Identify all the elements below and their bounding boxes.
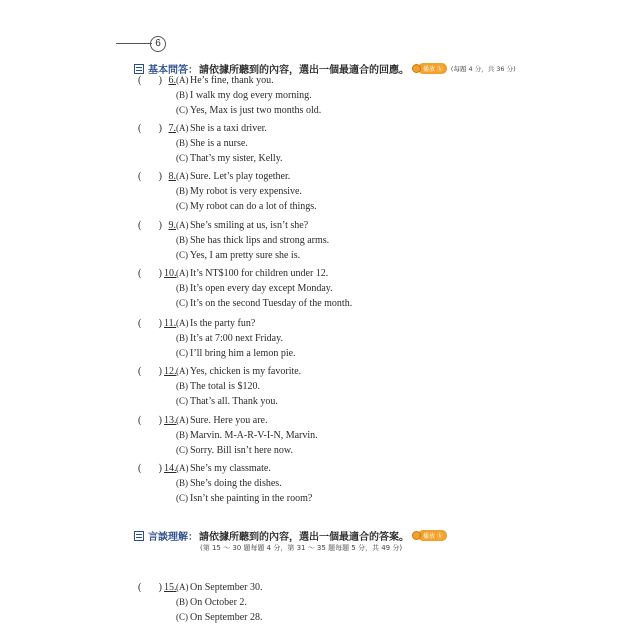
option-text: On October 2. xyxy=(190,597,247,608)
question-number: 9. xyxy=(168,220,176,231)
option-text: Is the party fun? xyxy=(190,318,256,329)
option-letter: (B) xyxy=(176,186,188,196)
option-letter: (B) xyxy=(176,90,188,100)
paren-open: ( xyxy=(138,318,142,329)
option-line xyxy=(138,151,438,166)
option-letter: (C) xyxy=(176,105,188,115)
paren-close: ) xyxy=(158,318,162,329)
audio-track-badge xyxy=(412,530,447,541)
answer-blank[interactable] xyxy=(138,364,162,379)
option-line xyxy=(138,580,438,595)
question-item xyxy=(138,364,438,409)
option-line xyxy=(138,233,438,248)
option-text: That’s my sister, Kelly. xyxy=(190,153,283,164)
option-text: He’s fine, thank you. xyxy=(190,75,274,86)
option-letter: (C) xyxy=(176,445,188,455)
option-line xyxy=(138,443,438,458)
paren-open: ( xyxy=(138,268,142,279)
paren-close: ) xyxy=(158,75,162,86)
section-instruction: 請依據所聽到的內容，選出一個最適合的回應。 xyxy=(199,65,409,76)
paren-close: ) xyxy=(158,268,162,279)
answer-blank[interactable] xyxy=(138,121,162,136)
option-letter: (C) xyxy=(176,298,188,308)
option-letter: (A) xyxy=(176,582,189,592)
option-letter: (A) xyxy=(176,463,189,473)
paren-open: ( xyxy=(138,415,142,426)
option-text: I’ll bring him a lemon pie. xyxy=(190,348,296,359)
page-number: 6 xyxy=(150,36,166,52)
option-line xyxy=(138,346,438,361)
audio-track-label: 播放 ⓑ xyxy=(418,63,447,74)
paren-open: ( xyxy=(138,220,142,231)
option-letter: (C) xyxy=(176,348,188,358)
answer-blank[interactable] xyxy=(138,266,162,281)
option-text: My robot is very expensive. xyxy=(190,186,302,197)
option-line xyxy=(138,413,438,428)
option-line xyxy=(138,316,438,331)
option-letter: (C) xyxy=(176,493,188,503)
option-letter: (A) xyxy=(176,415,189,425)
question-number: 13. xyxy=(164,415,177,426)
cd-icon xyxy=(412,64,421,73)
question-item xyxy=(138,413,438,458)
page-number-rule xyxy=(116,43,152,44)
question-number: 7. xyxy=(168,123,176,134)
question-number: 15. xyxy=(164,582,177,593)
section-instruction: 請依據所聽到的內容，選出一個最適合的答案。 xyxy=(199,532,409,543)
answer-blank[interactable] xyxy=(138,218,162,233)
option-text: I walk my dog every morning. xyxy=(190,90,312,101)
question-item xyxy=(138,218,438,263)
option-letter: (C) xyxy=(176,250,188,260)
option-line xyxy=(138,296,438,311)
paren-open: ( xyxy=(138,75,142,86)
option-text: She has thick lips and strong arms. xyxy=(190,235,330,246)
question-number: 12. xyxy=(164,366,177,377)
option-line xyxy=(138,218,438,233)
question-number: 14. xyxy=(164,463,177,474)
option-text: It’s at 7:00 next Friday. xyxy=(190,333,283,344)
paren-open: ( xyxy=(138,463,142,474)
paren-open: ( xyxy=(138,366,142,377)
option-letter: (C) xyxy=(176,396,188,406)
option-letter: (B) xyxy=(176,138,188,148)
option-letter: (A) xyxy=(176,123,189,133)
option-line xyxy=(138,88,438,103)
paren-close: ) xyxy=(158,123,162,134)
option-text: She is a taxi driver. xyxy=(190,123,267,134)
question-number: 8. xyxy=(168,171,176,182)
option-text: The total is $120. xyxy=(190,381,260,392)
option-letter: (A) xyxy=(176,171,189,181)
option-line xyxy=(138,476,438,491)
option-text: It’s open every day except Monday. xyxy=(190,283,333,294)
option-line xyxy=(138,266,438,281)
paren-close: ) xyxy=(158,171,162,182)
option-line xyxy=(138,461,438,476)
question-item xyxy=(138,121,438,166)
option-line xyxy=(138,248,438,263)
answer-blank[interactable] xyxy=(138,413,162,428)
section-list-icon xyxy=(134,64,144,74)
option-line xyxy=(138,281,438,296)
question-item xyxy=(138,169,438,214)
option-line xyxy=(138,121,438,136)
option-letter: (A) xyxy=(176,366,189,376)
question-item xyxy=(138,266,438,311)
option-letter: (A) xyxy=(176,75,189,85)
paren-open: ( xyxy=(138,582,142,593)
option-text: She’s smiling at us, isn’t she? xyxy=(190,220,309,231)
option-line xyxy=(138,136,438,151)
option-text: It’s NT$100 for children under 12. xyxy=(190,268,329,279)
option-text: Yes, chicken is my favorite. xyxy=(190,366,302,377)
option-letter: (A) xyxy=(176,220,189,230)
paren-open: ( xyxy=(138,123,142,134)
option-letter: (B) xyxy=(176,283,188,293)
option-letter: (B) xyxy=(176,430,188,440)
option-text: Yes, Max is just two months old. xyxy=(190,105,322,116)
option-text: She is a nurse. xyxy=(190,138,248,149)
option-letter: (B) xyxy=(176,235,188,245)
option-letter: (A) xyxy=(176,318,189,328)
question-number: 10. xyxy=(164,268,177,279)
option-line xyxy=(138,595,438,610)
option-text: Sorry. Bill isn’t here now. xyxy=(190,445,293,456)
section-score: (每題 4 分，共 36 分) xyxy=(450,65,516,73)
paren-close: ) xyxy=(158,220,162,231)
option-line xyxy=(138,428,438,443)
question-item xyxy=(138,461,438,506)
option-line xyxy=(138,103,438,118)
option-text: Sure. Here you are. xyxy=(190,415,268,426)
option-line xyxy=(138,73,438,88)
option-line xyxy=(138,379,438,394)
section-title: 基本問答： xyxy=(148,65,198,76)
audio-track-label: 播放 ⓑ xyxy=(418,530,447,541)
option-letter: (C) xyxy=(176,612,188,622)
option-letter: (B) xyxy=(176,333,188,343)
section-title: 言談理解： xyxy=(148,532,198,543)
answer-blank[interactable] xyxy=(138,580,162,595)
option-letter: (C) xyxy=(176,201,188,211)
option-text: Marvin. M-A-R-V-I-N, Marvin. xyxy=(190,430,318,441)
option-line xyxy=(138,184,438,199)
paren-close: ) xyxy=(158,366,162,377)
question-item xyxy=(138,316,438,361)
option-text: Isn’t she painting in the room? xyxy=(190,493,313,504)
question-item xyxy=(138,580,438,625)
option-line xyxy=(138,394,438,409)
paren-close: ) xyxy=(158,415,162,426)
answer-blank[interactable] xyxy=(138,316,162,331)
section-listening-header xyxy=(134,528,447,543)
option-text: Yes, I am pretty sure she is. xyxy=(190,250,301,261)
paren-close: ) xyxy=(158,582,162,593)
option-letter: (B) xyxy=(176,478,188,488)
option-line xyxy=(138,364,438,379)
option-letter: (B) xyxy=(176,381,188,391)
option-text: On September 30. xyxy=(190,582,263,593)
option-text: My robot can do a lot of things. xyxy=(190,201,317,212)
option-line xyxy=(138,169,438,184)
option-line xyxy=(138,610,438,625)
cd-icon xyxy=(412,531,421,540)
answer-blank[interactable] xyxy=(138,169,162,184)
option-letter: (C) xyxy=(176,153,188,163)
option-letter: (B) xyxy=(176,597,188,607)
option-line xyxy=(138,199,438,214)
paren-close: ) xyxy=(158,463,162,474)
option-text: She’s doing the dishes. xyxy=(190,478,282,489)
question-number: 6. xyxy=(168,75,176,86)
paren-open: ( xyxy=(138,171,142,182)
option-text: Sure. Let’s play together. xyxy=(190,171,291,182)
section-list-icon xyxy=(134,531,144,541)
answer-blank[interactable] xyxy=(138,461,162,476)
question-number: 11. xyxy=(164,318,177,329)
option-letter: (A) xyxy=(176,268,189,278)
option-text: It’s on the second Tuesday of the month. xyxy=(190,298,353,309)
option-line xyxy=(138,331,438,346)
option-text: That’s all. Thank you. xyxy=(190,396,278,407)
answer-blank[interactable] xyxy=(138,73,162,88)
option-text: She’s my classmate. xyxy=(190,463,271,474)
option-text: On September 28. xyxy=(190,612,263,623)
option-line xyxy=(138,491,438,506)
question-item xyxy=(138,73,438,118)
section-score: (第 15 ～ 30 題每題 4 分，第 31 ～ 35 題每題 5 分，共 49 分) xyxy=(200,544,403,552)
